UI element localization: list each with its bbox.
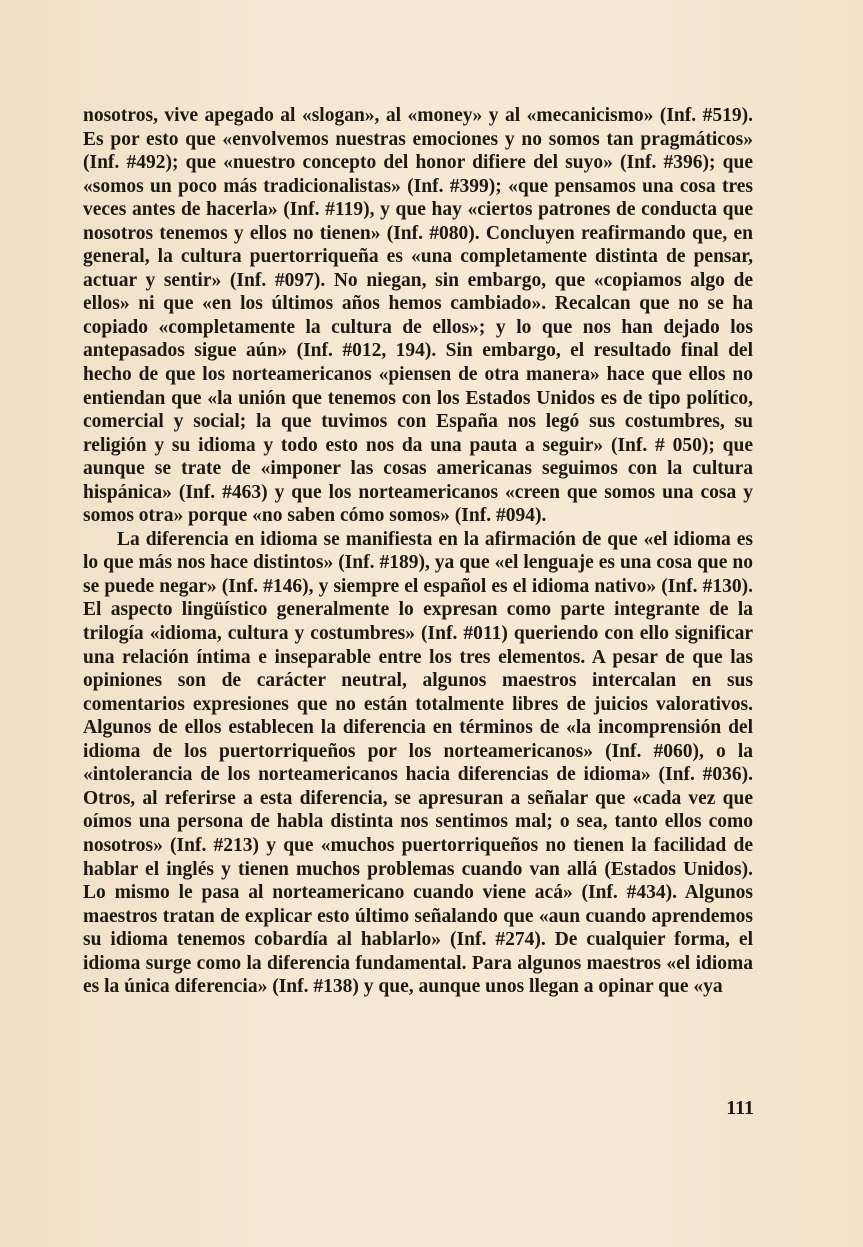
paragraph-2: La diferencia en idioma se manifiesta en la afirmación de que «el idioma es lo que más nos hace distintos» (Inf. #189), ya que «el lenguaje es una cosa que no se puede negar» (Inf. #146), y siempre el español es el idioma nativo» (Inf. #130). El aspecto lingüístico generalmente lo expresan como parte integrante de la trilogía «idioma, cultura y costumbres» (Inf. #011) queriendo con ello significar una relación íntima e inseparable entre los tres elementos. A pesar de que las opiniones son de carácter neutral, algunos maestros intercalan en sus comentarios expresiones que no están totalmente libres de juicios valorativos. Algunos de ellos establecen la diferencia en términos de «la incomprensión del idioma de los puertorriqueños por los norteamericanos» (Inf. #060), o la «intolerancia de los norteamericanos hacia diferencias de idioma» (Inf. #036). Otros, al referirse a esta diferencia, se apresuran a señalar que «cada vez que oímos una persona de habla distinta nos sentimos mal; o sea, tanto ellos como nosotros» (Inf. #213) y que «muchos puertorriqueños no tienen la facilidad de hablar el inglés y tienen muchos problemas cuando van allá (Estados Unidos). Lo mismo le pasa al norteamericano cuando viene acá» (Inf. #434). Algunos maestros tratan de explicar esto último señalando que «aun cuando aprendemos su idioma tenemos cobardía al hablarlo» (Inf. #274). De cualquier forma, el idioma surge como la diferencia fundamental. Para algunos maestros «el idioma es la única diferencia» (Inf. #138) y que, aunque unos llegan a opinar que «ya (83, 528, 753, 998)
body-text (83, 104, 753, 999)
paragraph-1: nosotros, vive apegado al «slogan», al «money» y al «mecanicismo» (Inf. #519). Es por esto que «envolvemos nuestras emociones y no somos tan pragmáticos» (Inf. #492); que «nuestro concepto del honor difiere del suyo» (Inf. #396); que «somos un poco más tradicionalistas» (Inf. #399); «que pensamos una cosa tres veces antes de hacerla» (Inf. #119), y que hay «ciertos patrones de conducta que nosotros tenemos y ellos no tienen» (Inf. #080). Concluyen reafirmando que, en general, la cultura puertorriqueña es «una completamente distinta de pensar, actuar y sentir» (Inf. #097). No niegan, sin embargo, que «copiamos algo de ellos» ni que «en los últimos años hemos cambiado». Recalcan que no se ha copiado «completamente la cultura de ellos»; y lo que nos han dejado los antepasados sigue aún» (Inf. #012, 194). Sin embargo, el resultado final del hecho de que los norteamericanos «piensen de otra manera» hace que ellos no entiendan que «la unión que tenemos con los Estados Unidos es de tipo político, comercial y social; la que tuvimos con España nos legó sus costumbres, su religión y su idioma y todo esto nos da una pauta a seguir» (Inf. # 050); que aunque se trate de «imponer las cosas americanas seguimos con la cultura hispánica» (Inf. #463) y que los norteamericanos «creen que somos una cosa y somos otra» porque «no saben cómo somos» (Inf. #094). (83, 105, 753, 527)
page-number: 111 (726, 1097, 754, 1119)
